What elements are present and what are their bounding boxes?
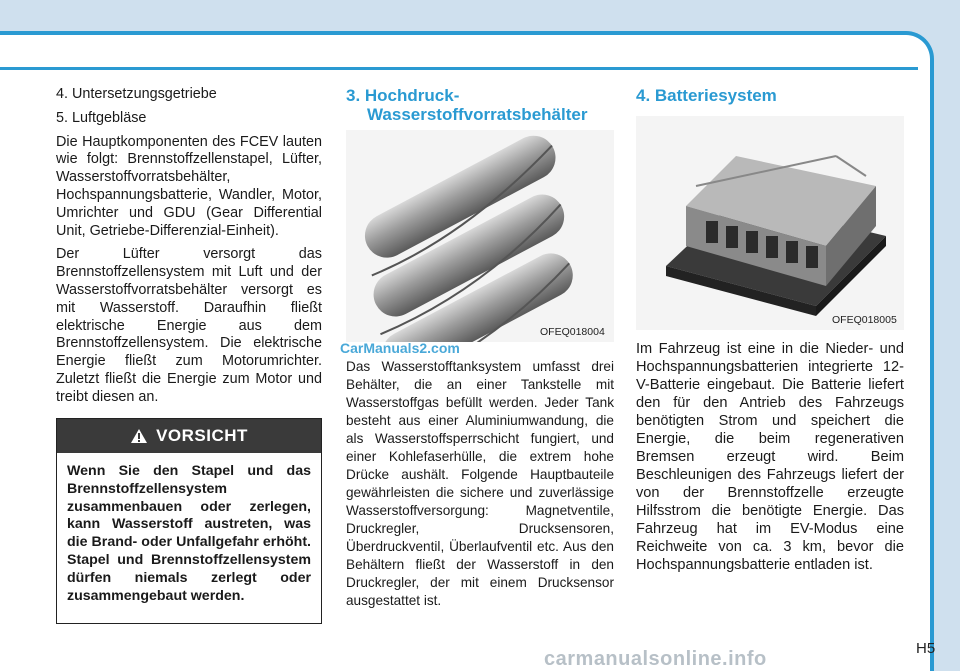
warning-title: VORSICHT — [156, 426, 248, 445]
hydrogen-tanks-image — [346, 130, 614, 342]
right-column — [636, 86, 904, 105]
paragraph-components: Die Hauptkomponenten des FCEV lauten wie folgt: Brennstoffzellenstapel, Lüfter, Wasserstoffvorratsbehälter, Hochspannungsbatterie, Wandler, Motor, Umrichter und GDU (Gear Differential Unit, Getriebe-Differenzial-Einheit). — [56, 133, 322, 239]
paragraph-hydrogen-system: Das Wasserstofftanksystem umfasst drei Behälter, die an einer Tankstelle mit Wasserstoffgas befüllt werden. Jeder Tank besteht aus einer Aluminiumwandung, die als Wasserstoffsperrschicht fungiert, und einer Kohlefaserhülle, die extrem hohe Drücke aushält. Folgende Hauptbauteile gewährleisten die sichere und zuverlässige Wasserstoffversorgung: Magnetventile, Druckregler, Drucksensoren, Überdruckventil, Überlaufventil etc. Aus den Behältern fließt der Wasserstoff in den Druckregler, der mit einem Drucksensor ausgestattet ist. — [346, 359, 614, 608]
middle-text — [346, 358, 614, 616]
paragraph-battery: Im Fahrzeug ist eine in die Nieder- und Hochspannungsbatterien integrierte 12-V-Batterie eingebaut. Die Batterie liefert den für den Antrieb des Fahrzeugs benötigten Strom und speichert die Energie, die beim regenerativen Bremsen erzeugt wird. Beim Beschleunigen des Fahrzeugs liefert der von der Brennstoffzelle erzeugte Hilfsstrom die benötigte Energie. Das Fahrzeug hat im EV-Modus eine Reichweite von ca. 3 km, bevor die Hochspannungsbatterie entladen ist. — [636, 341, 904, 573]
hydrogen-tanks-illustration — [346, 130, 614, 342]
warning-header — [57, 419, 321, 453]
battery-illustration — [636, 116, 904, 330]
heading-line-2: Wasserstoffvorratsbehälter — [367, 105, 588, 124]
list-item: 5. Luftgebläse — [56, 109, 147, 126]
watermark-logo: CarManuals2.com — [340, 340, 460, 356]
middle-column — [346, 86, 614, 124]
section-heading-hydrogen-tank — [346, 86, 614, 124]
list-item: 4. Untersetzungsgetriebe — [56, 86, 217, 102]
paragraph-energy-flow: Der Lüfter versorgt das Brennstoffzellensystem mit Luft und der Wasserstoffvorratsbehälter versorgt es mit Wasserstoff. Daraufhin fließt elektrische Energie aus dem Brennstoffzellensystem. Die elektrische Energie fließt zum Motorumrichter. Zuletzt fließt die Energie zum Motor und treibt diesen an. — [56, 246, 322, 405]
warning-text: Wenn Sie den Stapel und das Brennstoffzellensystem zusammenbauen oder zerlegen, kann Wasserstoff austreten, was die Brand- oder Unfallgefahr erhöht. Stapel und Brennstoffzellensystem dürfen niemals zerlegt oder zusammengebaut werden. — [67, 463, 311, 604]
left-column — [56, 86, 322, 413]
heading-line-1: 3. Hochdruck- — [346, 86, 460, 105]
header-rule — [0, 67, 918, 70]
footer-watermark: carmanualsonline.info — [544, 648, 767, 670]
battery-image — [636, 116, 904, 330]
image-code: OFEQ018004 — [540, 326, 605, 338]
warning-box — [56, 418, 322, 624]
image-code: OFEQ018005 — [832, 314, 897, 326]
section-heading-battery: 4. Batteriesystem — [636, 86, 777, 105]
page-number: H5 — [916, 640, 936, 657]
warning-triangle-icon — [130, 428, 148, 444]
right-text — [636, 340, 904, 580]
